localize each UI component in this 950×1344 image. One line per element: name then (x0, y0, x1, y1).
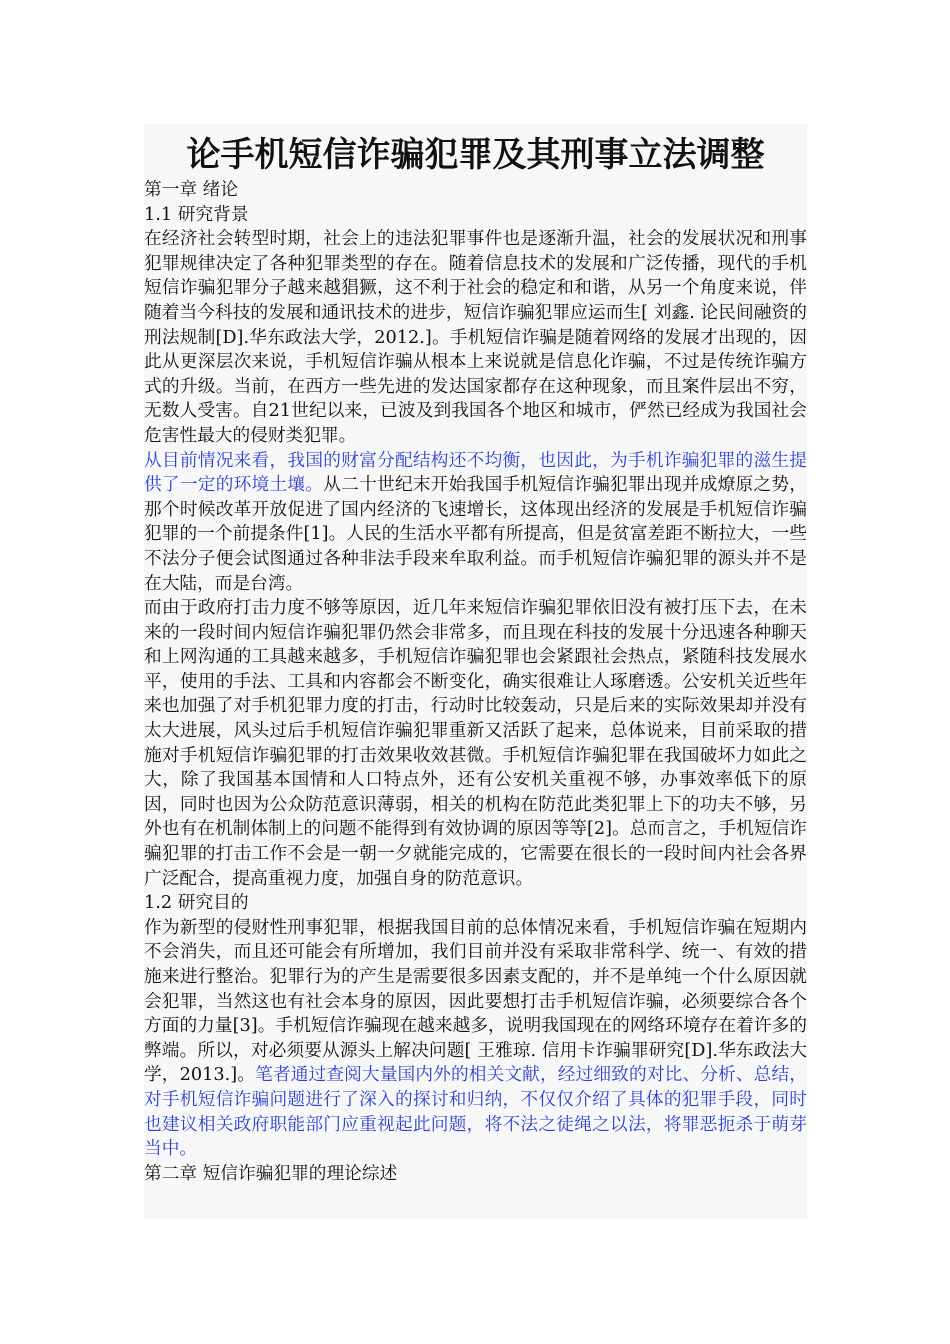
document-title: 论手机短信诈骗犯罪及其刑事立法调整 (186, 135, 765, 175)
paragraph (144, 449, 807, 597)
document-body (144, 178, 807, 1186)
chapter-heading: 第一章 绪论 (144, 180, 239, 200)
chapter-heading: 第二章 短信诈骗犯罪的理论综述 (144, 1163, 398, 1184)
highlighted-text: 笔者通过查阅大量国内外的相关文献，经过细致的对比、分析、总结，对手机短信诈骗问题进行了深入的探讨和归纳，不仅仅介绍了具体的犯罪手段，同时也建议相关政府职能部门应重视起此问题，将不法之徒绳之以法，将罪恶扼杀于萌芽当中。 (144, 1065, 807, 1160)
paragraph: 而由于政府打击力度不够等原因，近几年来短信诈骗犯罪依旧没有被打压下去，在未来的一段时间内短信诈骗犯罪仍然会非常多，而且现在科技的发展十分迅速各种聊天和上网沟通的工具越来越多，手机短信诈骗犯罪也会紧跟社会热点，紧随科技发展水平，使用的手法、工具和内容都会不断变化，确实很难让人琢磨透。公安机关近些年来也加强了对手机犯罪力度的打击，行动时比较轰动，只是后来的实际效果却并没有太大进展，风头过后手机短信诈骗犯罪重新又活跃了起来，总体说来，目前采取的措施对手机短信诈骗犯罪的打击效果收效甚微。手机短信诈骗犯罪在我国破坏力如此之大，除了我国基本国情和人口特点外，还有公安机关重视不够，办事效率低下的原因，同时也因为公众防范意识薄弱，相关的机构在防范此类犯罪上下的功夫不够，另外也有在机制体制上的问题不能得到有效协调的原因等等[2]。总而言之，手机短信诈骗犯罪的打击工作不会是一朝一夕就能完成的，它需要在很长的一段时间内社会各界广泛配合，提高重视力度，加强自身的防范意识。 (144, 598, 807, 889)
paragraph (144, 916, 807, 1162)
highlighted-text: 从目前情况来看，我国的财富分配结构还不均衡，也因此，为手机诈骗犯罪的滋生提供了一定的环境土壤。 (144, 450, 807, 496)
paragraph: 在经济社会转型时期，社会上的违法犯罪事件也是逐渐升温，社会的发展状况和刑事犯罪规律决定了各种犯罪类型的存在。随着信息技术的发展和广泛传播，现代的手机短信诈骗犯罪分子越来越猖獗，这不利于社会的稳定和和谐，从另一个角度来说，伴随着当今科技的发展和通讯技术的进步，短信诈骗犯罪应运而生[ 刘鑫. 论民间融资的刑法规制[D].华东政法大学，2012.]。手机短信诈骗是随着网络的发展才出现的，因此从更深层次来说，手机短信诈骗从根本上来说就是信息化诈骗，不过是传统诈骗方式的升级。当前，在西方一些先进的发达国家都存在这种现象，而且案件层出不穷，无数人受害。自21世纪以来，已波及到我国各个地区和城市，俨然已经成为我国社会危害性最大的侵财类犯罪。 (144, 229, 807, 446)
section-heading: 1.2 研究目的 (144, 893, 249, 914)
paragraph-text: 从二十世纪末开始我国手机短信诈骗犯罪出现并成燎原之势，那个时候改革开放促进了国内经济的飞速增长，这体现出经济的发展是手机短信诈骗犯罪的一个前提条件[1]。人民的生活水平都有所提高，但是贫富差距不断拉大，一些不法分子便会试图通过各种非法手段来牟取利益。而手机短信诈骗犯罪的源头并不是在大陆，而是台湾。 (144, 475, 807, 594)
paragraph-text: 作为新型的侵财性刑事犯罪，根据我国目前的总体情况来看，手机短信诈骗在短期内不会消失，而且还可能会有所增加，我们目前并没有采取非常科学、统一、有效的措施来进行整治。犯罪行为的产生是需要很多因素支配的，并不是单纯一个什么原因就会犯罪，当然这也有社会本身的原因，因此要想打击手机短信诈骗，必须要综合各个方面的力量[3]。手机短信诈骗现在越来越多，说明我国现在的网络环境存在着许多的弊端。所以，对必须要从源头上解决问题[ 王雅琼. 信用卡诈骗罪研究[D].华东政法大学，2013.]。 (144, 917, 807, 1086)
document-page (144, 124, 807, 1219)
section-heading: 1.1 研究背景 (144, 204, 249, 225)
